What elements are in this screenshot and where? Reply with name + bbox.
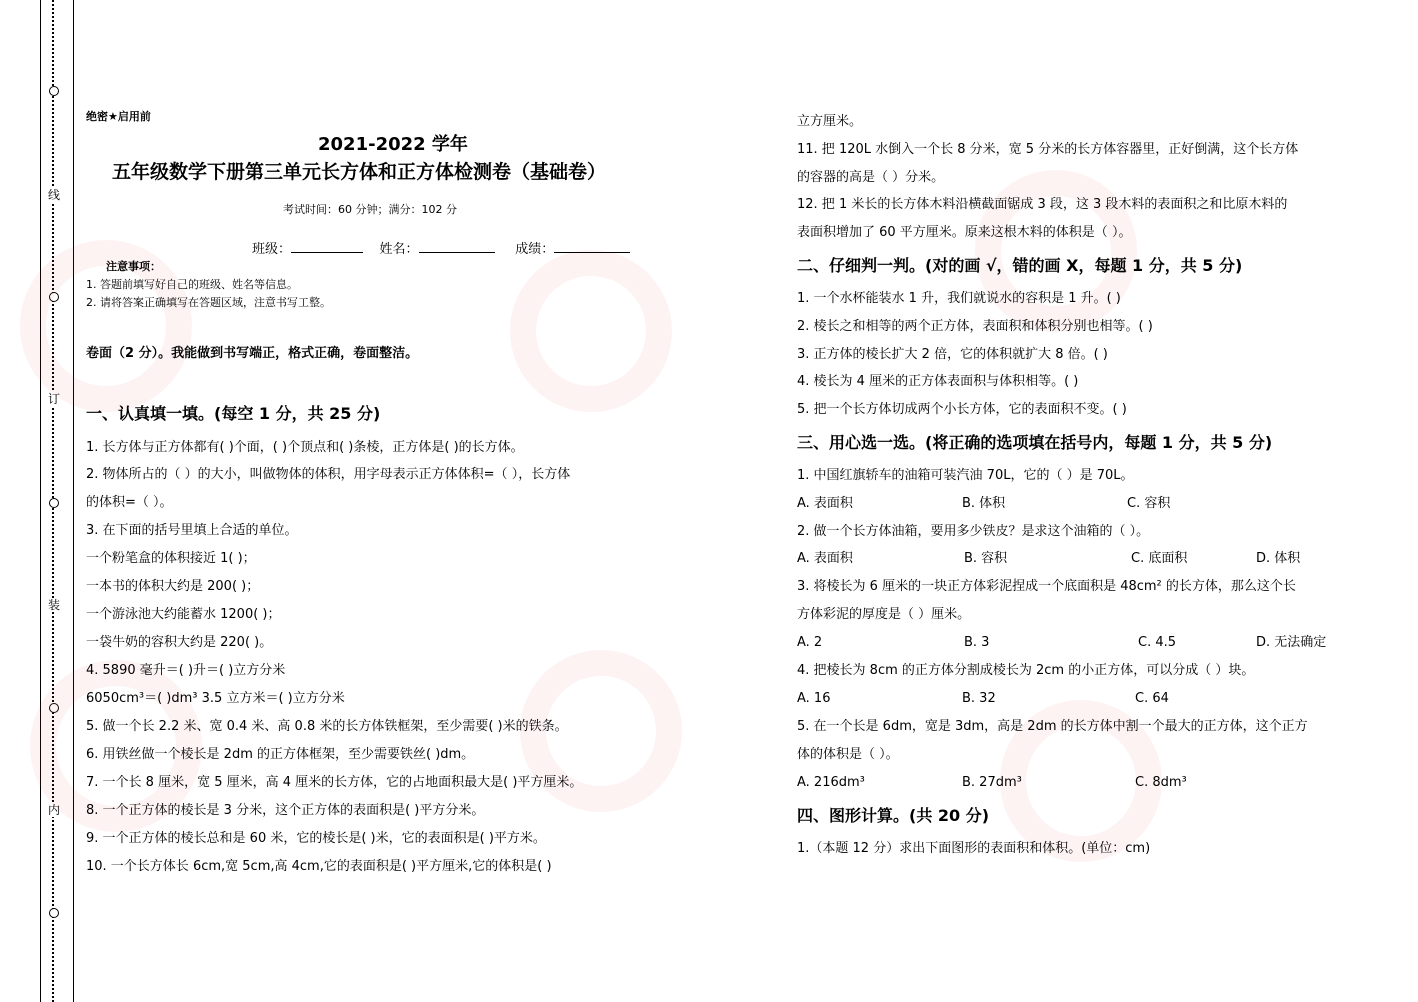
binding-hole bbox=[49, 908, 59, 918]
choice-question: 3. 将棱长为 6 厘米的一块正方体彩泥捏成一个底面积是 48cm² 的长方体，那么这个长 bbox=[797, 579, 1296, 594]
question-line: 12. 把 1 米长的长方体木料沿横截面锯成 3 段，这 3 段木料的表面积之和比原木料的 bbox=[797, 197, 1288, 212]
choice-question: 方体彩泥的厚度是（ ）厘米。 bbox=[797, 607, 971, 622]
class-label: 班级： bbox=[252, 242, 292, 257]
option: B. 容积 bbox=[964, 551, 1008, 566]
question-line: 8. 一个正方体的棱长是 3 分米，这个正方体的表面积是( )平方分米。 bbox=[86, 803, 485, 818]
binding-char-ding: 订 bbox=[47, 392, 60, 406]
exam-title: 五年级数学下册第三单元长方体和正方体检测卷（基础卷） bbox=[112, 161, 607, 183]
question-line: 7. 一个长 8 厘米，宽 5 厘米，高 4 厘米的长方体，它的占地面积最大是( )平方厘米。 bbox=[86, 775, 583, 790]
section-1-title: 一、认真填一填。(每空 1 分，共 25 分) bbox=[86, 404, 381, 423]
question-line: 5. 做一个长 2.2 米、宽 0.4 米、高 0.8 米的长方体铁框架，至少需要( )米的铁条。 bbox=[86, 719, 568, 734]
exam-info: 考试时间：60 分钟；满分：102 分 bbox=[283, 203, 457, 216]
question-line: 一个粉笔盒的体积接近 1( )； bbox=[86, 551, 256, 566]
binding-char-zhuang: 装 bbox=[47, 598, 60, 612]
secret-label: 绝密★启用前 bbox=[86, 110, 151, 123]
option: C. 容积 bbox=[1127, 496, 1171, 511]
option: B. 32 bbox=[962, 691, 996, 706]
info-row bbox=[252, 238, 630, 259]
option: C. 8dm³ bbox=[1135, 775, 1187, 790]
option: D. 体积 bbox=[1256, 551, 1301, 566]
choice-question: 1. 中国红旗轿车的油箱可装汽油 70L，它的（ ）是 70L。 bbox=[797, 468, 1134, 483]
binding-char-xian: 线 bbox=[47, 188, 60, 202]
binding-hole bbox=[49, 498, 59, 508]
binding-hole bbox=[49, 86, 59, 96]
exam-year: 2021-2022 学年 bbox=[318, 134, 468, 155]
option: C. 64 bbox=[1135, 691, 1169, 706]
judge-line: 5. 把一个长方体切成两个小长方体，它的表面积不变。( ) bbox=[797, 402, 1127, 417]
option: B. 体积 bbox=[962, 496, 1006, 511]
notice-title: 注意事项： bbox=[106, 260, 161, 273]
score-label: 成绩： bbox=[515, 242, 555, 257]
section-2-title: 二、仔细判一判。(对的画 √，错的画 X，每题 1 分，共 5 分) bbox=[797, 256, 1243, 275]
notice-item: 2. 请将答案正确填写在答题区域，注意书写工整。 bbox=[86, 296, 331, 309]
question-line: 6050cm³＝( )dm³ 3.5 立方米＝( )立方分米 bbox=[86, 691, 345, 706]
calc-question: 1.（本题 12 分）求出下面图形的表面积和体积。(单位：cm) bbox=[797, 841, 1151, 856]
option: D. 无法确定 bbox=[1256, 635, 1327, 650]
question-line: 6. 用铁丝做一个棱长是 2dm 的正方体框架，至少需要铁丝( )dm。 bbox=[86, 747, 475, 762]
binding-char-nei: 内 bbox=[47, 803, 60, 817]
question-line: 一袋牛奶的容积大约是 220( )。 bbox=[86, 635, 273, 650]
question-line: 1. 长方体与正方体都有( )个面，( )个顶点和( )条棱，正方体是( )的长方体。 bbox=[86, 440, 524, 455]
notice-item: 1. 答题前填写好自己的班级、姓名等信息。 bbox=[86, 278, 298, 291]
option: A. 表面积 bbox=[797, 496, 853, 511]
question-line: 11. 把 120L 水倒入一个长 8 分米，宽 5 分米的长方体容器里，正好倒满，这个长方体 bbox=[797, 142, 1299, 157]
section-4-title: 四、图形计算。(共 20 分) bbox=[797, 806, 990, 825]
judge-line: 4. 棱长为 4 厘米的正方体表面积与体积相等。( ) bbox=[797, 374, 1079, 389]
binding-hole bbox=[49, 292, 59, 302]
question-line: 4. 5890 毫升＝( )升＝( )立方分米 bbox=[86, 663, 286, 678]
binding-outer-line bbox=[40, 0, 41, 1002]
neatness-note: 卷面（2 分）。我能做到书写端正，格式正确，卷面整洁。 bbox=[86, 346, 419, 361]
binding-inner-line bbox=[73, 0, 74, 1002]
judge-line: 1. 一个水杯能装水 1 升，我们就说水的容积是 1 升。( ) bbox=[797, 291, 1121, 306]
option: A. 表面积 bbox=[797, 551, 853, 566]
option: C. 底面积 bbox=[1131, 551, 1188, 566]
option: B. 27dm³ bbox=[962, 775, 1022, 790]
option: B. 3 bbox=[964, 635, 990, 650]
question-line: 表面积增加了 60 平方厘米。原来这根木料的体积是（ ）。 bbox=[797, 225, 1132, 240]
question-line: 一个游泳池大约能蓄水 1200( )； bbox=[86, 607, 281, 622]
choice-question: 5. 在一个长是 6dm，宽是 3dm，高是 2dm 的长方体中割一个最大的正方体，这个正方 bbox=[797, 719, 1308, 734]
judge-line: 2. 棱长之和相等的两个正方体，表面积和体积分别也相等。( ) bbox=[797, 319, 1153, 334]
binding-strip bbox=[0, 0, 74, 1002]
option: A. 2 bbox=[797, 635, 823, 650]
score-field[interactable] bbox=[554, 238, 630, 253]
question-line: 一本书的体积大约是 200( )； bbox=[86, 579, 260, 594]
question-line: 10. 一个长方体长 6cm,宽 5cm,高 4cm,它的表面积是( )平方厘米,它的体积是( ) bbox=[86, 859, 552, 874]
option: A. 16 bbox=[797, 691, 831, 706]
question-line: 的容器的高是（ ）分米。 bbox=[797, 170, 945, 185]
name-field[interactable] bbox=[419, 238, 495, 253]
section-3-title: 三、用心选一选。(将正确的选项填在括号内，每题 1 分，共 5 分) bbox=[797, 433, 1273, 452]
question-line: 立方厘米。 bbox=[797, 114, 863, 129]
binding-hole bbox=[49, 703, 59, 713]
judge-line: 3. 正方体的棱长扩大 2 倍，它的体积就扩大 8 倍。( ) bbox=[797, 347, 1108, 362]
choice-question: 2. 做一个长方体油箱，要用多少铁皮？是求这个油箱的（ ）。 bbox=[797, 524, 1150, 539]
choice-question: 体的体积是（ ）。 bbox=[797, 747, 899, 762]
question-line: 9. 一个正方体的棱长总和是 60 米，它的棱长是( )米，它的表面积是( )平方米。 bbox=[86, 831, 546, 846]
class-field[interactable] bbox=[291, 238, 363, 253]
question-line: 的体积=（ ）。 bbox=[86, 495, 173, 510]
question-line: 3. 在下面的括号里填上合适的单位。 bbox=[86, 523, 298, 538]
name-label: 姓名： bbox=[379, 242, 419, 257]
option: C. 4.5 bbox=[1138, 635, 1177, 650]
choice-question: 4. 把棱长为 8cm 的正方体分割成棱长为 2cm 的小正方体，可以分成（ ）块。 bbox=[797, 663, 1255, 678]
option: A. 216dm³ bbox=[797, 775, 865, 790]
question-line: 2. 物体所占的（ ）的大小，叫做物体的体积，用字母表示正方体体积=（ ），长方体 bbox=[86, 467, 571, 482]
